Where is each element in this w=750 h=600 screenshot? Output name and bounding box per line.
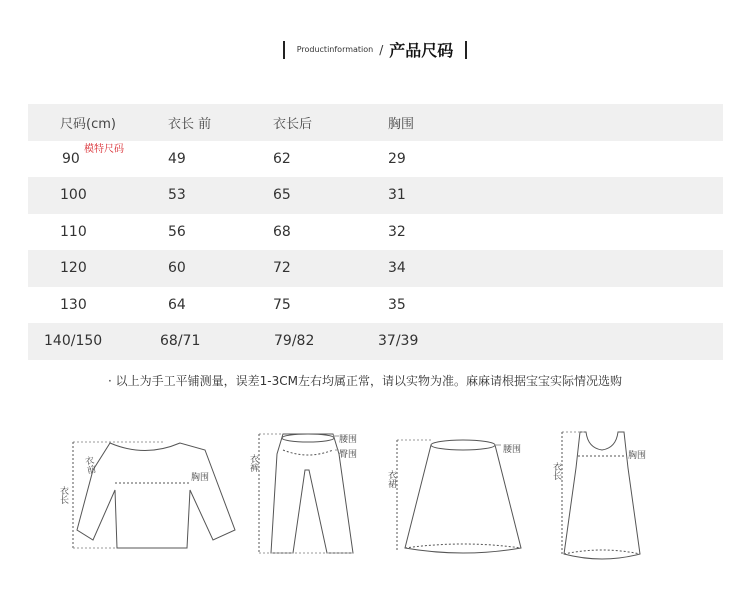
front-length-cell: 53: [168, 187, 186, 204]
header-size: 尺码(cm): [60, 116, 116, 132]
back-length-cell: 75: [273, 296, 291, 313]
front-length-cell: 64: [168, 296, 186, 313]
skirt-waist-label: 腰围: [503, 445, 522, 455]
back-length-cell: 72: [273, 260, 291, 277]
chest-cell: 35: [388, 296, 406, 313]
header-front-length: 衣长 前: [168, 116, 212, 132]
dress-chest-label: 胸围: [628, 451, 647, 461]
table-row: [28, 177, 723, 214]
front-length-cell: 60: [168, 260, 186, 277]
pants-diagram: [243, 428, 378, 560]
header-english-title: Productinformation: [296, 45, 374, 54]
header-chest: 胸围: [388, 116, 415, 132]
table-header-row: [28, 104, 723, 141]
size-table: [28, 104, 723, 360]
section-header: [0, 38, 750, 61]
table-row: [28, 250, 723, 287]
header-back-length: 衣长后: [273, 116, 313, 132]
table-row: [28, 141, 723, 178]
header-slash: /: [379, 42, 384, 57]
front-length-cell: 56: [168, 223, 186, 240]
table-row: [28, 287, 723, 324]
model-size-note: 模特尺码: [84, 143, 124, 155]
measurement-note: · 以上为手工平铺测量，误差1-3CM左右均属正常，请以实物为准。麻麻请根据宝宝实际情况选购: [108, 374, 622, 388]
dress-outline-icon: [548, 428, 668, 560]
chest-cell: 29: [388, 150, 406, 167]
table-row: [28, 323, 723, 360]
top-diagram: [55, 420, 245, 560]
size-cell: 110: [60, 223, 87, 240]
size-cell: 130: [60, 296, 87, 313]
pants-outline-icon: [243, 428, 378, 560]
front-length-cell: 49: [168, 150, 186, 167]
size-cell: 100: [60, 187, 87, 204]
dress-length-label: 衣长: [551, 462, 561, 480]
pants-length-label: 衣裤: [248, 454, 258, 472]
chest-cell: 34: [388, 260, 406, 277]
pants-waist-label: 腰围: [339, 435, 358, 445]
header-left-bar: [283, 41, 285, 59]
chest-cell: 32: [388, 223, 406, 240]
back-length-cell: 62: [273, 150, 291, 167]
top-length-label: 衣长: [58, 486, 68, 504]
back-length-cell: 65: [273, 187, 291, 204]
back-length-cell: 79/82: [274, 333, 315, 350]
skirt-length-label: 衣裙: [386, 470, 396, 488]
top-front-label: 衣前: [82, 455, 96, 475]
pants-hip-label: 臀围: [339, 450, 358, 460]
size-cell: 90: [62, 150, 80, 167]
header-right-bar: [465, 41, 467, 59]
top-chest-label: 胸围: [191, 473, 210, 483]
table-row: [28, 214, 723, 251]
top-outline-icon: [55, 420, 245, 560]
chest-cell: 31: [388, 187, 406, 204]
dress-diagram: [548, 428, 668, 560]
size-cell: 120: [60, 260, 87, 277]
back-length-cell: 68: [273, 223, 291, 240]
chest-cell: 37/39: [378, 333, 419, 350]
size-cell: 140/150: [44, 333, 103, 350]
front-length-cell: 68/71: [160, 333, 201, 350]
header-chinese-title: 产品尺码: [389, 41, 454, 60]
skirt-diagram: [383, 430, 533, 560]
